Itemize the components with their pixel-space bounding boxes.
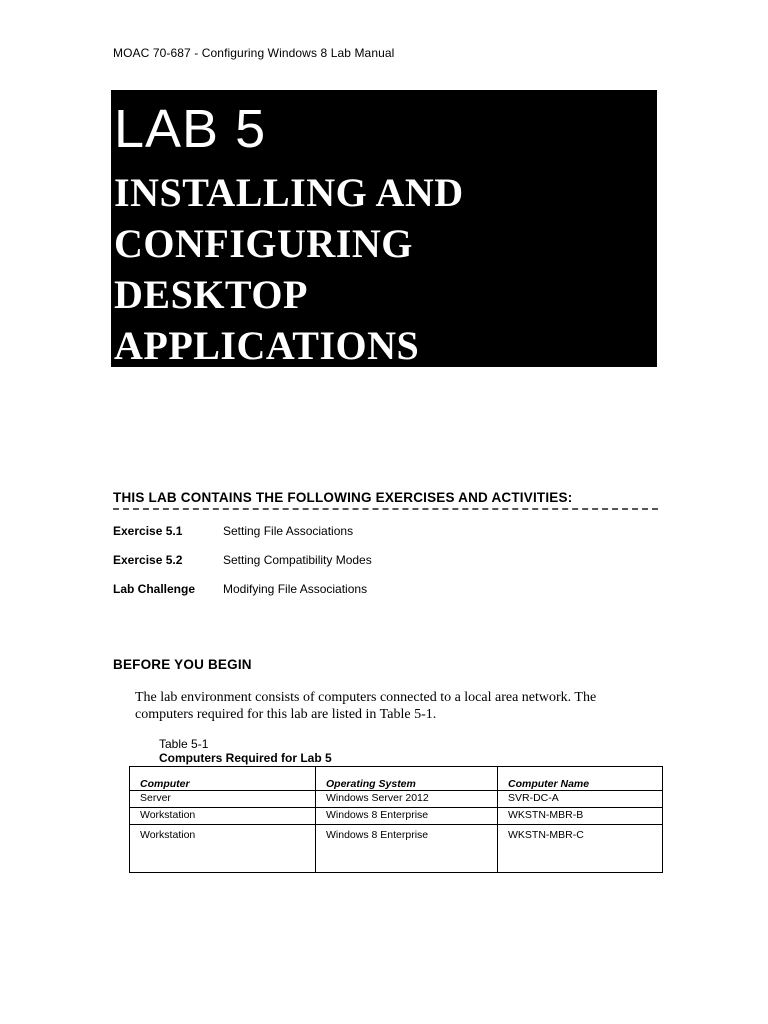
table-row (130, 825, 663, 873)
section-divider (113, 508, 658, 510)
table-row (130, 791, 663, 808)
column-header: Operating System (316, 767, 498, 791)
exercise-description: Setting Compatibility Modes (223, 553, 372, 567)
table-cell: Server (130, 791, 316, 808)
lab-title-line: CONFIGURING (114, 221, 413, 266)
lab-number: LAB 5 (114, 99, 267, 159)
running-header: MOAC 70-687 - Configuring Windows 8 Lab Manual (113, 46, 395, 60)
table-caption-label: Table 5-1 (159, 737, 209, 751)
table-cell: Workstation (130, 808, 316, 825)
before-you-begin-heading: BEFORE YOU BEGIN (113, 657, 252, 672)
table-header-row (130, 767, 663, 791)
table-cell: Windows 8 Enterprise (316, 825, 498, 873)
exercise-label: Exercise 5.2 (113, 553, 183, 567)
table-caption-title: Computers Required for Lab 5 (159, 751, 332, 765)
computers-table (129, 766, 663, 873)
exercise-description: Setting File Associations (223, 524, 354, 538)
table-cell: SVR-DC-A (498, 791, 663, 808)
exercise-description: Modifying File Associations (223, 582, 368, 596)
lab-title-banner (111, 90, 657, 367)
table-cell: Windows 8 Enterprise (316, 808, 498, 825)
lab-title-line: INSTALLING AND (114, 170, 464, 215)
table-cell: WKSTN-MBR-B (498, 808, 663, 825)
exercises-heading: THIS LAB CONTAINS THE FOLLOWING EXERCISES AND ACTIVITIES: (113, 490, 573, 505)
exercise-label: Exercise 5.1 (113, 524, 183, 538)
table-cell: Workstation (130, 825, 316, 873)
lab-title (114, 167, 657, 371)
column-header: Computer (130, 767, 316, 791)
lab-title-line: DESKTOP (114, 272, 308, 317)
intro-paragraph: The lab environment consists of computers connected to a local area network. The computers required for this lab are listed in Table 5-1. (135, 690, 597, 722)
column-header: Computer Name (498, 767, 663, 791)
table-cell: WKSTN-MBR-C (498, 825, 663, 873)
table-row (130, 808, 663, 825)
exercise-label: Lab Challenge (113, 582, 196, 596)
table-cell: Windows Server 2012 (316, 791, 498, 808)
lab-title-line: APPLICATIONS (114, 323, 420, 368)
